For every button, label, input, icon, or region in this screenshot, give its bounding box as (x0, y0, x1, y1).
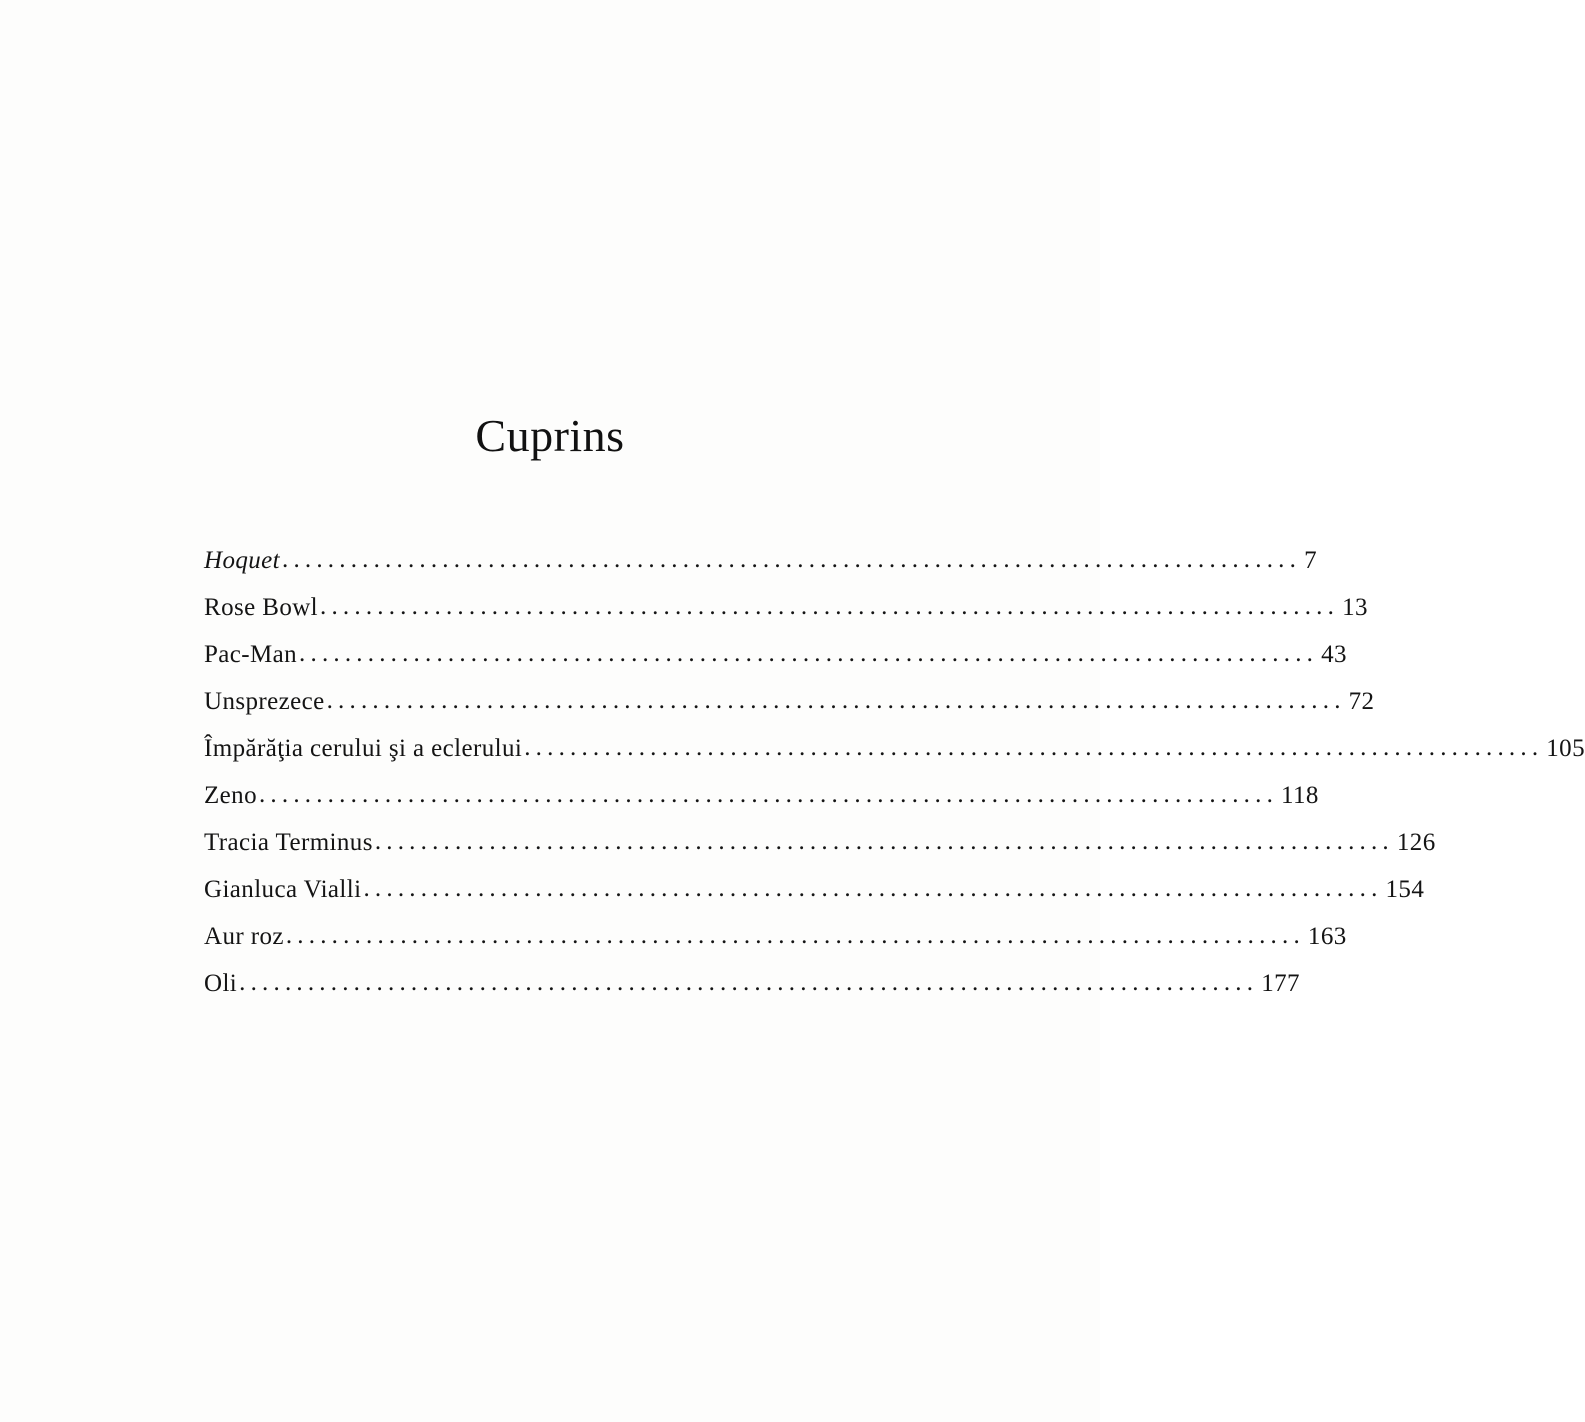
toc-entry-page-number: 43 (1321, 641, 1347, 668)
toc-entry-label: Tracia Terminus (204, 829, 373, 856)
table-of-contents (204, 546, 1585, 1018)
toc-entry[interactable] (204, 781, 1319, 830)
toc-leader-dots: ......................................................................................... (299, 640, 1319, 667)
toc-entry-label: Oli (204, 970, 238, 997)
toc-entry[interactable] (204, 734, 1585, 783)
toc-entry-label: Unsprezece (204, 688, 325, 715)
toc-entry-page-number: 177 (1261, 970, 1300, 997)
toc-leader-dots: ......................................................................................... (258, 781, 1279, 808)
toc-entry-page-number: 7 (1304, 547, 1317, 574)
toc-entry[interactable] (204, 640, 1347, 689)
toc-entry-page-number: 163 (1307, 923, 1347, 950)
toc-leader-dots: ......................................................................................... (320, 593, 1340, 620)
toc-entry[interactable] (204, 875, 1425, 924)
toc-leader-dots: ......................................................................................... (282, 546, 1302, 573)
toc-entry-page-number: 126 (1396, 829, 1436, 856)
toc-leader-dots: ......................................................................................... (326, 687, 1346, 714)
toc-entry[interactable] (204, 687, 1375, 736)
toc-entry-label: Aur roz (204, 923, 284, 950)
toc-entry-label: Împărăţia cerului şi a eclerului (204, 735, 523, 762)
toc-entry-label: Gianluca Vialli (204, 876, 362, 903)
toc-entry-label: Pac-Man (204, 641, 298, 668)
toc-entry-page-number: 154 (1385, 876, 1425, 903)
toc-entry[interactable] (204, 593, 1368, 642)
toc-entry[interactable] (204, 969, 1300, 1018)
toc-entry[interactable] (204, 922, 1347, 971)
toc-entry[interactable] (204, 546, 1317, 595)
toc-entry-label: Rose Bowl (204, 594, 319, 621)
toc-entry-page-number: 13 (1342, 594, 1368, 621)
toc-leader-dots: ......................................................................................... (363, 875, 1383, 902)
toc-leader-dots: ......................................................................................... (374, 828, 1394, 855)
toc-entry-label: Hoquet (204, 547, 280, 574)
toc-entry-page-number: 72 (1348, 688, 1375, 715)
page-title: Cuprins (475, 409, 625, 461)
toc-leader-dots: ......................................................................................... (285, 922, 1305, 949)
toc-entry[interactable] (204, 828, 1436, 877)
toc-leader-dots: ......................................................................................... (524, 734, 1544, 761)
toc-entry-page-number: 105 (1546, 735, 1585, 762)
toc-entry-page-number: 118 (1281, 782, 1319, 809)
toc-leader-dots: ......................................................................................... (239, 969, 1259, 996)
toc-entry-label: Zeno (204, 782, 257, 809)
